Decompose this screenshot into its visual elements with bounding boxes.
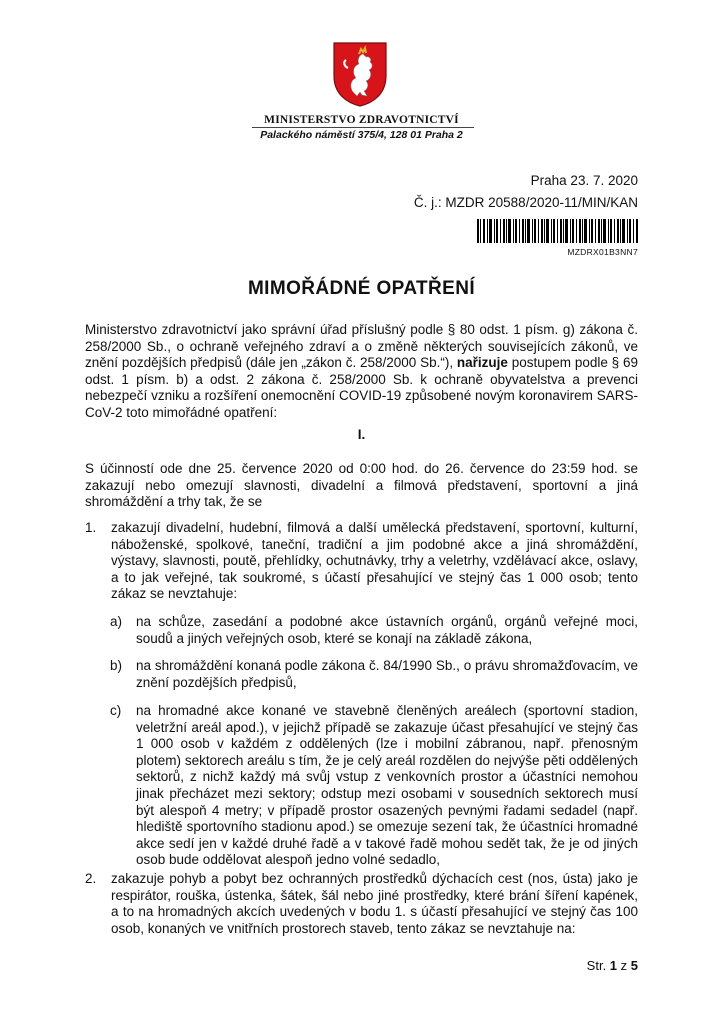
ministry-name: MINISTERSTVO ZDRAVOTNICTVÍ — [264, 114, 459, 126]
page-total: 5 — [630, 958, 638, 973]
sub-list-item-text: na hromadné akce konané ve stavebně členěných areálech (sportovní stadion, veletržní areál apod.), v jejichž případě se zakazuje účast přesahující ve stejný čas 1 000 osob v každém z oddělených (lze i mobilní zábranou, např. přenosným plotem) sektorech areálu s tím, že je celý areál rozdělen do nejvýše pěti oddělených sektorů, z nichž každý má svůj vstup z venkovních prostor a účastníci nemohou jinak přecházet mezi sektory; odstup mezi osobami v sousedních sektorech musí být alespoň 4 metry; v případě prostor osazených pevnými řadami sedadel (např. hlediště sportovního stadionu apod.) se omezuje sezení tak, že účastníci hromadné akce sedí jen v každé druhé řadě a v takové řadě mohou sedět tak, že je od jiných osob bude oddělovat alespoň jedno volné sedadlo, — [136, 703, 638, 868]
intro-text-part2: postupem podle § 69 odst. 1 písm. b) a odst. 2 zákona č. 258/2000 Sb. k ochraně obyvatelstva a prevenci nebezpečí vzniku a rozšíření onemocnění COVID-19 způsobené novým koronavirem SARS-CoV-2 toto mimořádné opatření: — [85, 355, 638, 420]
sub-list-item-letter: a) — [110, 614, 123, 629]
list-item-text: zakazuje pohyb a pobyt bez ochranných prostředků dýchacích cest (nos, ústa) jako je respirátor, rouška, ústenka, šátek, šál nebo jiné prostředky, které brání šíření kapének, a to na hromadných akcích uvedených v bodu 1. s účastí přesahující ve stejný čas 100 osob, konaných ve vnitřních prostorech staveb, tento zákaz se nevztahuje na: — [111, 871, 638, 936]
ministry-address: Palackého náměstí 375/4, 128 01 Praha 2 — [260, 129, 463, 141]
section-number: I. — [357, 427, 366, 442]
intro-text-bold: nařizuje — [456, 355, 508, 371]
section-intro-paragraph: S účinností ode dne 25. července 2020 od 0:00 hod. do 26. července do 23:59 hod. se zakazují nebo omezují slavnosti, divadelní a filmová představení, sportovní a jiná shromáždění a trhy tak, že se — [85, 461, 638, 510]
intro-text-part1: Ministerstvo zdravotnictví jako správní úřad příslušný podle § 80 odst. 1 písm. g) zákona č. 258/2000 Sb., o ochraně veřejného zdraví a o změně některých souvisejících zákonů, ve znění pozdějších předpisů (dále jen „zákon č. 258/2000 Sb.“), — [85, 322, 638, 371]
list-item-number: 2. — [85, 871, 97, 886]
header-divider — [252, 127, 474, 128]
page-number — [587, 958, 638, 973]
czech-coat-of-arms-icon — [331, 40, 389, 108]
list-item-text: zakazují divadelní, hudební, filmová a další umělecká představení, sportovní, kulturní, náboženské, spolkové, taneční, tradiční a jim podobné akce a jiná shromáždění, výstavy, slavnosti, poutě, přehlídky, ochutnávky, trhy a veletrhy, vzdělávací akce, oslavy, a to jak veřejné, tak soukromé, s účastí přesahující ve stejný čas 1 000 osob; tento zákaz se nevztahuje: — [111, 520, 638, 602]
page-prefix: Str. — [586, 958, 610, 973]
sub-list-item-text: na shromáždění konaná podle zákona č. 84/1990 Sb., o právu shromažďovacím, ve znění pozdějších předpisů, — [136, 658, 638, 690]
barcode-icon — [477, 219, 638, 243]
intro-paragraph — [85, 322, 638, 422]
page-current: 1 — [609, 958, 618, 973]
document-date: Praha 23. 7. 2020 — [530, 173, 638, 188]
sub-list-item-letter: c) — [110, 703, 122, 718]
document-title: MIMOŘÁDNÉ OPATŘENÍ — [247, 278, 476, 299]
reference-number: Č. j.: MZDR 20588/2020-11/MIN/KAN — [413, 195, 638, 210]
sub-list-item-letter: b) — [110, 658, 123, 673]
barcode-code: MZDRX01B3NN7 — [567, 247, 638, 257]
sub-list-item-text: na schůze, zasedání a podobné akce ústavních orgánů, orgánů veřejné moci, soudů a jiných veřejných osob, které se konají na základě zákona, — [136, 614, 638, 646]
list-item-number: 1. — [85, 520, 97, 535]
page-middle: z — [617, 958, 631, 973]
